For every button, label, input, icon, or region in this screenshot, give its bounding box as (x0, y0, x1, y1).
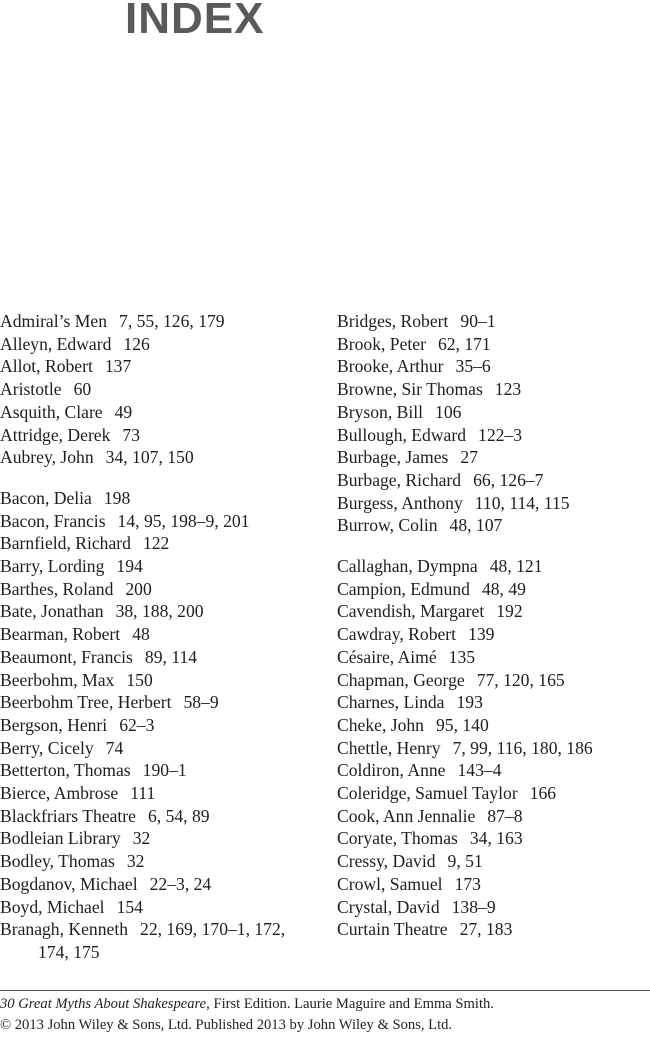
index-entry-name: Campion, Edmund (337, 578, 470, 599)
index-entry-name: Browne, Sir Thomas (337, 379, 483, 400)
index-entry-name: Bearman, Robert (0, 624, 121, 645)
index-entry (0, 600, 320, 623)
index-entry-pages: 35–6 (455, 356, 491, 377)
index-entry-pages: 48, 121 (489, 556, 543, 577)
index-entry (337, 555, 637, 578)
index-entry-pages: 89, 114 (144, 646, 198, 667)
index-entry-pages: 38, 188, 200 (115, 601, 204, 622)
index-entry-pages: 110, 114, 115 (474, 492, 570, 513)
index-entry-pages: 62, 171 (437, 333, 491, 354)
index-entry (337, 827, 637, 850)
index-entry-name: Cressy, David (337, 851, 436, 872)
index-entry-pages: 138–9 (451, 896, 496, 917)
index-letter-group (0, 487, 320, 964)
index-entry-name: Admiral’s Men (0, 311, 108, 331)
index-entry-pages: 173 (454, 873, 481, 894)
index-entry-pages: 32 (126, 851, 145, 872)
index-entry (0, 918, 320, 963)
index-entry (0, 424, 320, 447)
index-entry-pages: 14, 95, 198–9, 201 (117, 510, 250, 531)
index-entry-name: Bridges, Robert (337, 311, 449, 331)
index-entry (0, 487, 320, 510)
index-entry-name: Beaumont, Francis (0, 646, 133, 667)
index-entry (337, 737, 637, 760)
index-entry (0, 578, 320, 601)
index-entry-name: Coldiron, Anne (337, 760, 446, 781)
index-entry-pages: 62–3 (119, 714, 155, 735)
index-entry-pages: 90–1 (460, 311, 496, 331)
copyright-footer (0, 994, 650, 1036)
index-entry-name: Attridge, Derek (0, 424, 111, 445)
index-entry-pages: 194 (116, 556, 143, 577)
index-entry-pages: 58–9 (183, 692, 219, 713)
index-entry (0, 805, 320, 828)
index-entry (0, 759, 320, 782)
index-entry-name: Crystal, David (337, 896, 440, 917)
index-entry-name: Crowl, Samuel (337, 873, 443, 894)
index-entry (0, 378, 320, 401)
index-entry (0, 873, 320, 896)
index-entry-pages: 48, 107 (449, 515, 503, 536)
index-entry (337, 378, 637, 401)
index-entry-pages: 143–4 (457, 760, 502, 781)
index-entry (0, 510, 320, 533)
index-entry (0, 691, 320, 714)
book-title: 30 Great Myths About Shakespeare (0, 996, 207, 1012)
index-entry (0, 714, 320, 737)
index-entry-name: Burrow, Colin (337, 515, 438, 536)
index-entry (337, 873, 637, 896)
index-entry-name: Brooke, Arthur (337, 356, 444, 377)
index-entry-pages: 192 (496, 601, 523, 622)
index-entry-name: Barnfield, Richard (0, 533, 131, 554)
index-entry-name: Coleridge, Samuel Taylor (337, 783, 518, 804)
index-entry-name: Branagh, Kenneth (0, 919, 129, 940)
index-entry (337, 355, 637, 378)
index-entry (337, 514, 637, 537)
index-entry-name: Burbage, Richard (337, 469, 462, 490)
index-entry-name: Bacon, Delia (0, 487, 92, 508)
index-entry-name: Chapman, George (337, 669, 465, 690)
index-entry (0, 646, 320, 669)
index-entry-name: Bullough, Edward (337, 424, 467, 445)
index-entry (0, 850, 320, 873)
index-entry (337, 492, 637, 515)
index-entry (0, 896, 320, 919)
index-entry (337, 714, 637, 737)
index-entry-name: Bergson, Henri (0, 714, 108, 735)
index-entry-pages: 34, 107, 150 (105, 447, 194, 468)
index-entry (337, 782, 637, 805)
index-entry (337, 669, 637, 692)
index-entry-pages: 48 (132, 624, 150, 645)
index-entry-name: Allot, Robert (0, 356, 93, 377)
index-entry-name: Burgess, Anthony (337, 492, 463, 513)
index-entry-pages: 139 (468, 624, 495, 645)
index-entry-name: Blackfriars Theatre (0, 805, 136, 826)
index-entry (337, 446, 637, 469)
index-entry-pages: 22, 169, 170–1, 172, 174, 175 (38, 919, 286, 962)
index-entry-name: Alleyn, Edward (0, 333, 112, 354)
index-entry-pages: 9, 51 (447, 851, 483, 872)
index-entry-pages: 135 (448, 646, 476, 667)
index-entry (337, 850, 637, 873)
index-entry-name: Bodley, Thomas (0, 851, 115, 872)
index-entry-name: Bodleian Library (0, 828, 121, 849)
index-entry (0, 782, 320, 805)
index-entry-pages: 166 (529, 783, 557, 804)
index-entry-name: Burbage, James (337, 447, 449, 468)
index-entry-pages: 137 (104, 356, 132, 377)
index-entry-pages: 190–1 (142, 760, 187, 781)
footer-rule (0, 990, 650, 991)
index-entry (337, 424, 637, 447)
index-entry-name: Bogdanov, Michael (0, 873, 138, 894)
index-entry-name: Charnes, Linda (337, 692, 445, 713)
index-entry-pages: 74 (105, 737, 124, 758)
index-entry-pages: 48, 49 (481, 578, 526, 599)
index-entry-pages: 7, 99, 116, 180, 186 (452, 737, 593, 758)
index-entry-name: Bacon, Francis (0, 510, 106, 531)
index-entry-pages: 87–8 (487, 805, 523, 826)
page-title: INDEX (125, 0, 265, 43)
footer-line-2: © 2013 John Wiley & Sons, Ltd. Published 2013 by John Wiley & Sons, Ltd. (0, 1017, 453, 1033)
index-entry-pages: 27, 183 (459, 919, 513, 940)
index-entry-name: Aubrey, John (0, 447, 94, 468)
index-entry-pages: 123 (494, 379, 522, 400)
index-entry-pages: 106 (435, 401, 462, 422)
index-entry (0, 333, 320, 356)
index-entry-pages: 95, 140 (435, 714, 489, 735)
index-entry (337, 646, 637, 669)
index-entry (0, 623, 320, 646)
index-entry-name: Bate, Jonathan (0, 601, 104, 622)
index-entry (337, 691, 637, 714)
index-entry-name: Betterton, Thomas (0, 760, 131, 781)
index-entry (0, 827, 320, 850)
index-entry-name: Beerbohm, Max (0, 669, 115, 690)
index-entry-name: Asquith, Clare (0, 401, 103, 422)
index-entry-pages: 32 (132, 828, 151, 849)
index-entry-pages: 73 (122, 424, 141, 445)
index-entry (0, 355, 320, 378)
index-entry-name: Cook, Ann Jennalie (337, 805, 476, 826)
index-entry-name: Cavendish, Margaret (337, 601, 485, 622)
index-entry-pages: 6, 54, 89 (147, 805, 210, 826)
index-column-left (0, 310, 320, 982)
index-entry (0, 669, 320, 692)
index-entry-pages: 111 (130, 783, 156, 804)
index-entry-pages: 126 (123, 333, 150, 354)
index-entry (337, 401, 637, 424)
footer-edition-authors: , First Edition. Laurie Maguire and Emma Smith. (206, 996, 494, 1012)
index-entry-pages: 200 (125, 578, 152, 599)
index-entry (0, 310, 320, 333)
index-entry-pages: 122–3 (478, 424, 522, 445)
index-column-right (337, 310, 637, 959)
index-entry-pages: 27 (460, 447, 478, 468)
index-letter-group (0, 310, 320, 469)
index-entry (337, 310, 637, 333)
index-entry (337, 918, 637, 941)
index-entry-name: Boyd, Michael (0, 896, 105, 917)
index-entry (0, 401, 320, 424)
index-entry-name: Césaire, Aimé (337, 646, 437, 667)
index-entry (0, 737, 320, 760)
index-entry-name: Bierce, Ambrose (0, 783, 119, 804)
index-entry-name: Bryson, Bill (337, 401, 424, 422)
index-entry-pages: 193 (456, 692, 483, 713)
index-entry-name: Brook, Peter (337, 333, 426, 354)
index-entry (337, 600, 637, 623)
index-entry-pages: 22–3, 24 (149, 873, 212, 894)
index-entry-name: Coryate, Thomas (337, 828, 458, 849)
index-entry-pages: 198 (103, 487, 131, 508)
index-entry (0, 446, 320, 469)
index-entry-name: Beerbohm Tree, Herbert (0, 692, 172, 713)
index-entry-pages: 122 (142, 533, 170, 554)
index-entry-pages: 7, 55, 126, 179 (119, 311, 225, 331)
index-entry-name: Chettle, Henry (337, 737, 441, 758)
index-entry (0, 532, 320, 555)
index-entry (337, 333, 637, 356)
index-entry-pages: 49 (114, 401, 133, 422)
index-entry (0, 555, 320, 578)
footer-line-1 (0, 994, 650, 1015)
index-entry-pages: 154 (116, 896, 143, 917)
index-entry-name: Barry, Lording (0, 556, 105, 577)
index-entry-name: Barthes, Roland (0, 578, 114, 599)
index-entry-pages: 77, 120, 165 (476, 669, 565, 690)
index-letter-group (337, 555, 637, 941)
index-entry-name: Aristotle (0, 379, 62, 400)
index-entry-pages: 60 (73, 379, 92, 400)
index-entry (337, 759, 637, 782)
index-entry-name: Callaghan, Dympna (337, 556, 478, 577)
index-entry (337, 469, 637, 492)
index-entry-name: Berry, Cicely (0, 737, 94, 758)
index-entry (337, 578, 637, 601)
index-entry (337, 623, 637, 646)
index-entry (337, 896, 637, 919)
index-entry (337, 805, 637, 828)
index-entry-name: Cawdray, Robert (337, 624, 457, 645)
index-entry-name: Cheke, John (337, 714, 424, 735)
index-entry-pages: 34, 163 (469, 828, 523, 849)
index-entry-name: Curtain Theatre (337, 919, 448, 940)
index-entry-pages: 150 (126, 669, 153, 690)
index-letter-group (337, 310, 637, 537)
index-entry-pages: 66, 126–7 (473, 469, 544, 490)
